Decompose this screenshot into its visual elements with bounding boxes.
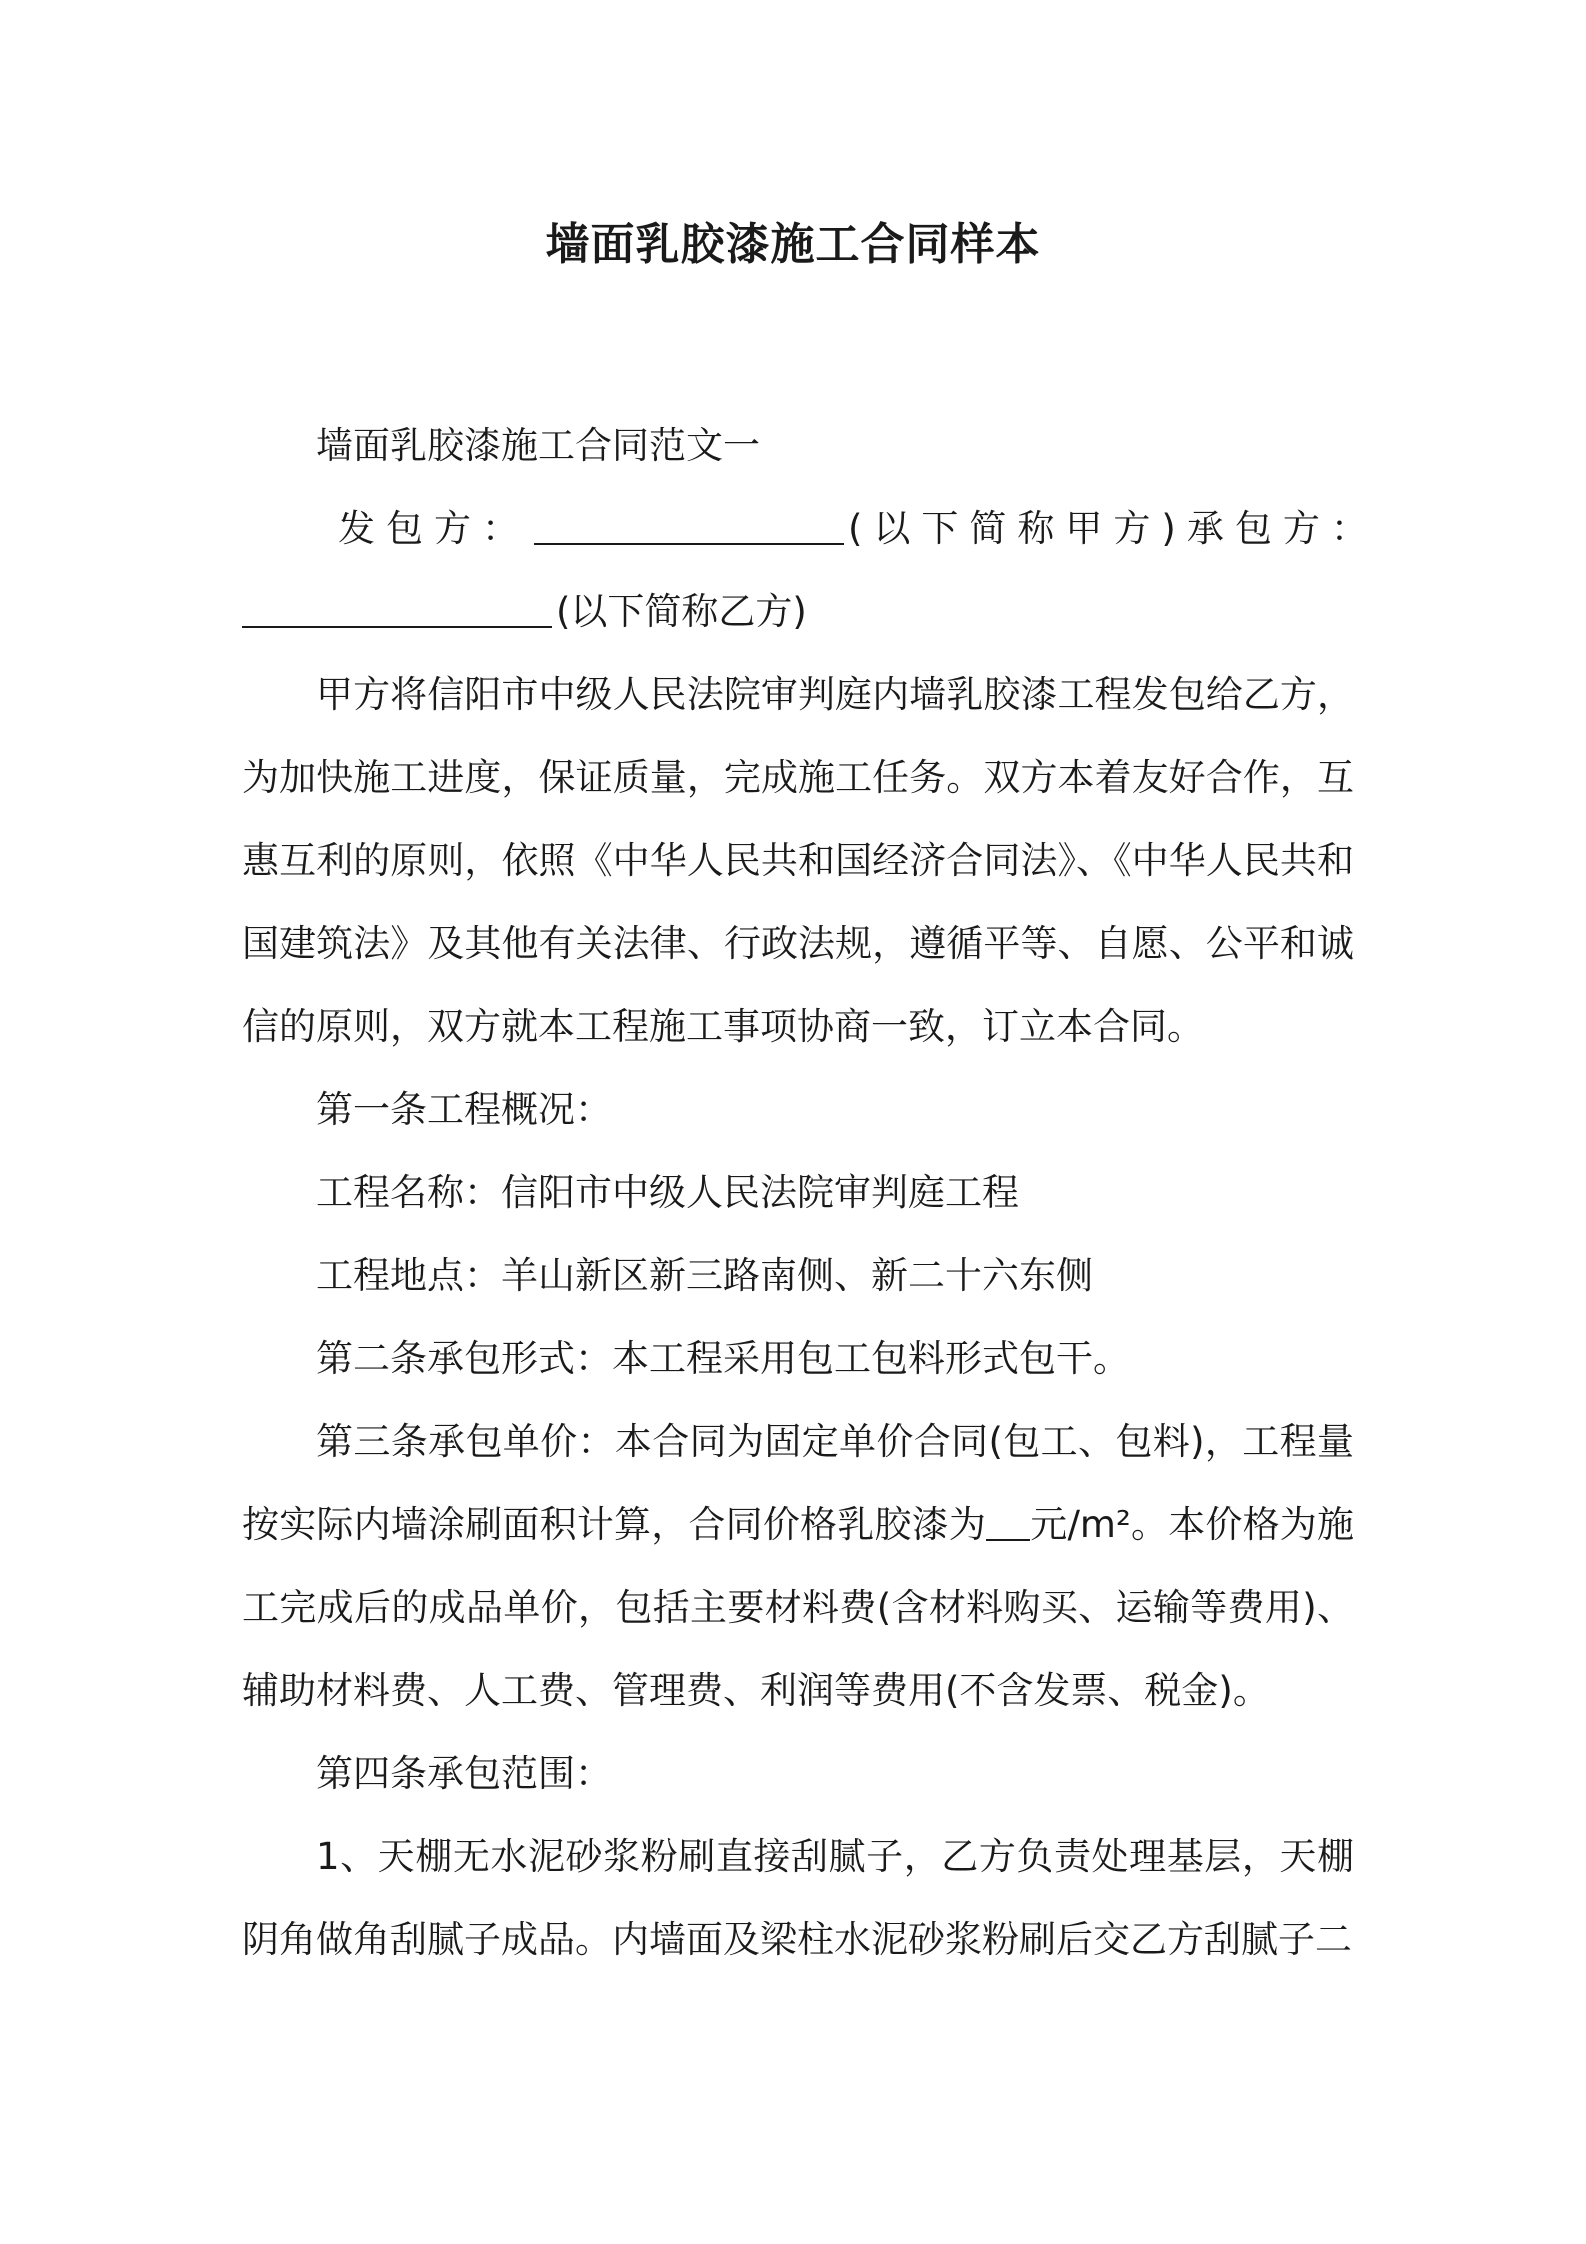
contract-subtitle: 墙面乳胶漆施工合同范文一 [316,424,760,467]
party-b-label: 承包方： [1186,507,1379,550]
unit-price-blank [986,1501,1030,1541]
parties-line-2 [242,570,1354,653]
article-3-part-2: 元/m²。本价格为施工完成后的成品单价，包括主要材料费(含材料购买、运输等费用)、辅助材料费、人工费、管理费、利润等费用(不含发票、税金)。 [242,1503,1355,1712]
article-4-item-1: 1、天棚无水泥砂浆粉刷直接刮腻子，乙方负责处理基层，天棚阴角做角刮腻子成品。内墙面及梁柱水泥砂浆粉刷后交乙方刮腻子二 [242,1835,1354,1961]
party-a-label: 发包方： [338,507,530,550]
article-3 [242,1400,1354,1732]
document-body [242,404,1379,1981]
intro-paragraph: 甲方将信阳市中级人民法院审判庭内墙乳胶漆工程发包给乙方，为加快施工进度，保证质量，完成施工任务。双方本着友好合作，互惠互利的原则，依照《中华人民共和国经济合同法》、《中华人民共和国建筑法》及其他有关法律、行政法规，遵循平等、自愿、公平和诚信的原则，双方就本工程施工事项协商一致，订立本合同。 [242,673,1354,1048]
document-title: 墙面乳胶漆施工合同样本 [545,219,1041,270]
party-a-blank [534,503,844,545]
article-3-part-1: 第三条承包单价：本合同为固定单价合同(包工、包料)，工程量按实际内墙涂刷面积计算，合同价格乳胶漆为 [242,1420,1354,1546]
article-1-heading: 第一条工程概况： [316,1088,612,1131]
party-a-suffix: (以下简称甲方) [848,507,1187,550]
party-b-suffix: (以下简称乙方) [556,590,807,633]
article-4-heading: 第四条承包范围： [316,1752,612,1795]
party-b-blank [242,586,552,628]
article-2: 第二条承包形式：本工程采用包工包料形式包干。 [316,1337,1130,1380]
project-location: 工程地点：羊山新区新三路南侧、新二十六东侧 [316,1254,1093,1297]
project-name: 工程名称：信阳市中级人民法院审判庭工程 [316,1171,1019,1214]
parties-line-1 [242,487,1379,570]
